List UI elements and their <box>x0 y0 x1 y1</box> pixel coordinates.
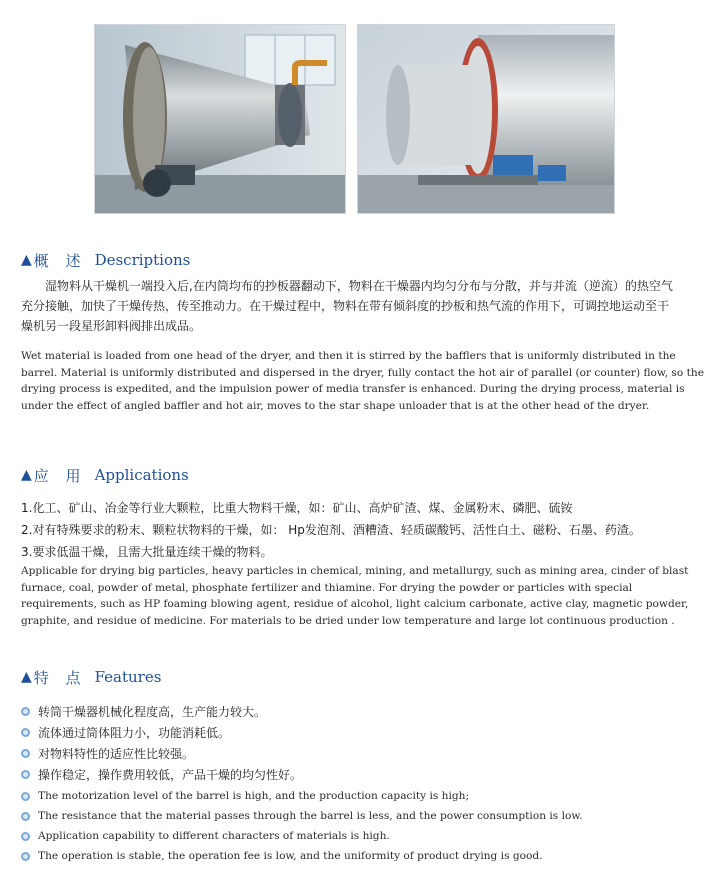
bullet-icon <box>21 812 30 821</box>
applications-heading-en: Applications <box>94 466 189 484</box>
paragraph-line: 充分接触，加快了干燥传热，传至推动力。在干燥过程中，物料在带有倾斜度的抄板和热气流的作用下，可调控地运动至干 <box>21 299 670 313</box>
applications-heading <box>21 464 189 486</box>
applications-cn-list <box>21 497 707 563</box>
bullet-icon <box>21 852 30 861</box>
list-item: 2.对有特殊要求的粉末、颗粒状物料的干燥，如： Hp发泡剂、酒糟渣、轻质碳酸钙、活性白土、磁粉、石墨、药渣。 <box>21 523 641 537</box>
descriptions-heading-cn: 概 述 <box>33 251 87 270</box>
triangle-icon: ▲ <box>21 467 32 483</box>
bullet-icon <box>21 792 30 801</box>
paragraph-line: drying process is expedited, and the impulsion power of media transfer is enhanced. During the drying process, material is <box>21 383 685 395</box>
feature-item <box>21 722 230 742</box>
triangle-icon: ▲ <box>21 669 32 685</box>
bullet-icon <box>21 707 30 716</box>
paragraph-line: barrel. Material is uniformly distributed and dispersed in the dryer, fully contact the hot air of parallel (or counter) flow, so the <box>21 366 704 379</box>
applications-en-paragraph <box>21 563 707 629</box>
feature-item <box>21 764 302 784</box>
list-item: 3.要求低温干燥，且需大批量连续干燥的物料。 <box>21 545 273 559</box>
descriptions-en-paragraph <box>21 348 707 414</box>
paragraph-line: under the effect of angled baffler and hot air, moves to the star shape unloader that is at the other head of the dryer. <box>21 399 650 412</box>
feature-text-en: The operation is stable, the operation fee is low, and the uniformity of product drying is good. <box>38 850 543 862</box>
descriptions-cn-paragraph <box>21 276 707 336</box>
feature-text-cn: 操作稳定，操作费用较低，产品干燥的均匀性好。 <box>38 767 303 782</box>
feature-item <box>21 701 266 721</box>
feature-item <box>21 786 469 806</box>
list-item: 1.化工、矿山、冶金等行业大颗粒，比重大物料干燥，如：矿山、高炉矿渣、煤、金属粉末、磷肥、硫铵 <box>21 501 573 515</box>
feature-item <box>21 806 583 826</box>
features-heading-cn: 特 点 <box>33 668 87 687</box>
feature-text-cn: 对物料特性的适应性比较强。 <box>38 746 195 761</box>
feature-item <box>21 846 543 866</box>
bullet-icon <box>21 728 30 737</box>
features-heading <box>21 666 161 688</box>
feature-text-en: The motorization level of the barrel is high, and the production capacity is high; <box>38 790 470 802</box>
bullet-icon <box>21 749 30 758</box>
feature-text-en: Application capability to different characters of materials is high. <box>38 830 390 842</box>
feature-item <box>21 826 390 846</box>
triangle-icon: ▲ <box>21 252 32 268</box>
applications-heading-cn: 应 用 <box>33 466 87 485</box>
paragraph-line: Wet material is loaded from one head of the dryer, and then it is stirred by the bafflers that is uniformly distributed in the <box>21 350 676 362</box>
paragraph-line: 湿物料从干燥机一端投入后,在内筒均布的抄板器翻动下，物料在干燥器内均匀分布与分散，并与并流（逆流）的热空气 <box>21 279 673 293</box>
paragraph-line: 燥机另一段星形卸料阀排出成品。 <box>21 319 202 333</box>
feature-item <box>21 743 194 763</box>
descriptions-heading-en: Descriptions <box>94 251 191 269</box>
feature-text-cn: 转筒干燥器机械化程度高，生产能力较大。 <box>38 704 267 719</box>
features-heading-en: Features <box>94 668 162 686</box>
feature-text-en: The resistance that the material passes through the barrel is less, and the power consumption is low. <box>38 810 583 822</box>
paragraph-line: requirements, such as HP foaming blowing agent, residue of alcohol, light calcium carbonate, active clay, magnetic powder, <box>21 598 689 610</box>
rotary-dryer-photo-side-view <box>94 24 346 214</box>
rotary-dryer-photo-drive-end <box>357 24 615 214</box>
paragraph-line: graphite, and residue of medicine. For materials to be dried under low temperature and large lot continuous production . <box>21 614 675 627</box>
bullet-icon <box>21 832 30 841</box>
feature-text-cn: 流体通过筒体阻力小，功能消耗低。 <box>38 725 231 740</box>
bullet-icon <box>21 770 30 779</box>
paragraph-line: furnace, coal, powder of metal, phosphate fertilizer and thiamine. For drying the powder or particles with special <box>21 581 633 594</box>
descriptions-heading <box>21 249 190 271</box>
paragraph-line: Applicable for drying big particles, heavy particles in chemical, mining, and metallurgy, such as mining area, cinder of blast <box>21 565 689 577</box>
